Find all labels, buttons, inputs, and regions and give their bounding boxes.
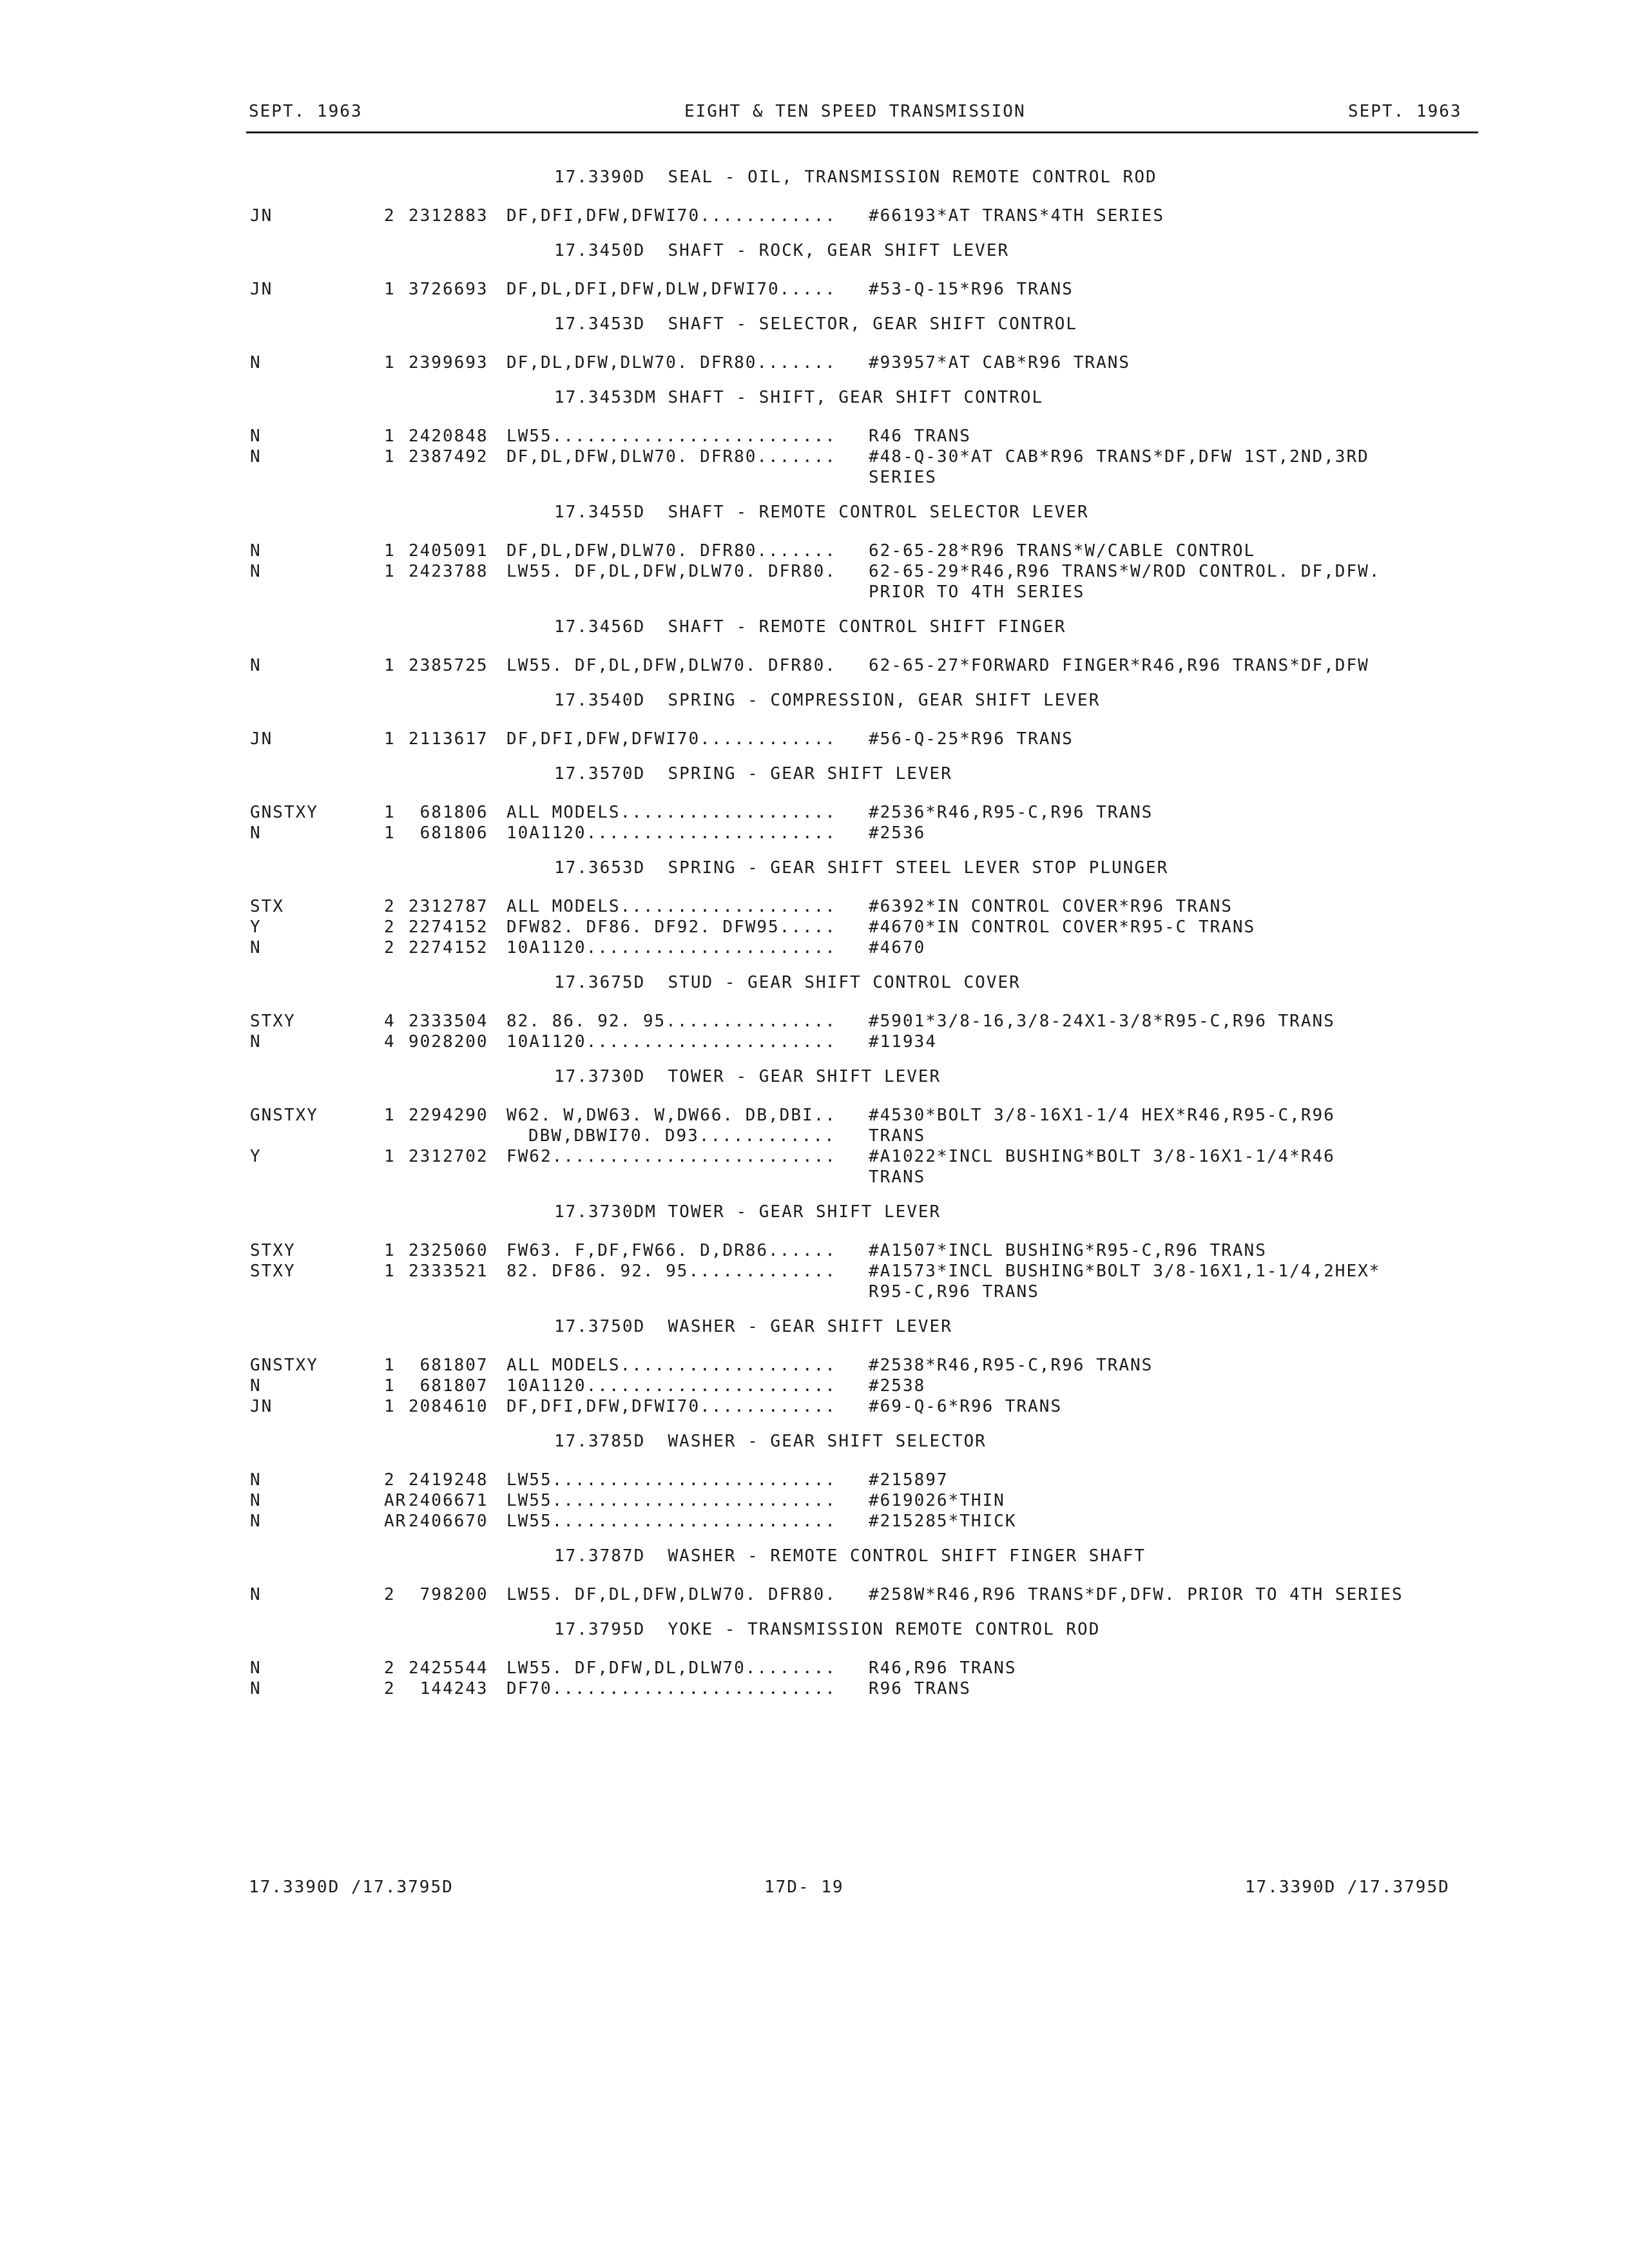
- part-description: #6392*IN CONTROL COVER*R96 TRANS: [869, 897, 1233, 916]
- model-code: GNSTXY: [250, 1106, 318, 1125]
- catalog-section: [0, 1620, 1629, 1700]
- applicable-models: 10A1120......................: [506, 1376, 836, 1396]
- model-code: N: [250, 1491, 262, 1510]
- entry-list: [0, 1012, 1629, 1053]
- part-entry-row: [0, 1147, 1629, 1188]
- catalog-section: [0, 1067, 1629, 1188]
- part-number: 2274152: [409, 938, 488, 957]
- entry-list: [0, 729, 1629, 750]
- applicable-models: 82. 86. 92. 95...............: [506, 1012, 836, 1031]
- part-entry-row: [0, 1679, 1629, 1700]
- quantity: 1: [384, 1147, 396, 1166]
- part-description: R96 TRANS: [869, 1679, 971, 1698]
- applicable-models: DF,DFI,DFW,DFWI70............: [506, 206, 836, 226]
- section-heading: [0, 1317, 1629, 1345]
- part-number: 2385725: [409, 656, 488, 675]
- part-entry-row: [0, 1512, 1629, 1532]
- part-description: #215897: [869, 1470, 949, 1490]
- part-description: #93957*AT CAB*R96 TRANS: [869, 353, 1131, 372]
- quantity: 1: [384, 427, 396, 446]
- quantity: 2: [384, 1585, 396, 1604]
- section-heading-text: 17.3540D SPRING - COMPRESSION, GEAR SHIFT LEVER: [554, 691, 1101, 710]
- applicable-models: 10A1120......................: [506, 1032, 836, 1052]
- part-number: 681806: [409, 803, 488, 822]
- applicable-models: FW62.........................: [506, 1147, 836, 1166]
- section-heading-text: 17.3570D SPRING - GEAR SHIFT LEVER: [554, 764, 952, 783]
- quantity: AR: [384, 1512, 407, 1531]
- part-entry-row: [0, 1012, 1629, 1032]
- quantity: 1: [384, 803, 396, 822]
- section-heading-text: 17.3453D SHAFT - SELECTOR, GEAR SHIFT CONTROL: [554, 314, 1078, 334]
- part-entry-row: [0, 729, 1629, 750]
- part-number: 2312787: [409, 897, 488, 916]
- model-code: N: [250, 1585, 262, 1604]
- part-description: #53-Q-15*R96 TRANS: [869, 280, 1074, 299]
- applicable-models: LW55. DF,DFW,DL,DLW70........: [506, 1658, 836, 1678]
- quantity: 2: [384, 897, 396, 916]
- model-code: N: [250, 823, 262, 843]
- catalog-section: [0, 1546, 1629, 1606]
- quantity: 1: [384, 353, 396, 372]
- entry-list: [0, 897, 1629, 959]
- part-description-continued: SERIES: [869, 468, 937, 487]
- header-date-left: SEPT. 1963: [249, 102, 363, 121]
- section-heading: [0, 241, 1629, 269]
- quantity: 1: [384, 656, 396, 675]
- model-code: GNSTXY: [250, 1356, 318, 1375]
- entry-list: [0, 1585, 1629, 1606]
- applicable-models: LW55. DF,DL,DFW,DLW70. DFR80.: [506, 656, 836, 675]
- part-number: 2420848: [409, 427, 488, 446]
- section-heading-text: 17.3453DM SHAFT - SHIFT, GEAR SHIFT CONTROL: [554, 388, 1044, 407]
- model-code: N: [250, 1470, 262, 1490]
- applicable-models: FW63. F,DF,FW66. D,DR86......: [506, 1241, 836, 1260]
- entry-list: [0, 656, 1629, 677]
- part-entry-row: [0, 206, 1629, 227]
- part-number: 2084610: [409, 1397, 488, 1416]
- model-code: STXY: [250, 1012, 296, 1031]
- part-number: 2399693: [409, 353, 488, 372]
- part-entry-row: [0, 427, 1629, 447]
- applicable-models: LW55.........................: [506, 427, 836, 446]
- header-title: EIGHT & TEN SPEED TRANSMISSION: [684, 102, 1026, 121]
- applicable-models: W62. W,DW63. W,DW66. DB,DBI..: [506, 1106, 836, 1125]
- model-code: N: [250, 1658, 262, 1678]
- model-code: N: [250, 656, 262, 675]
- part-number: 2419248: [409, 1470, 488, 1490]
- applicable-models: 10A1120......................: [506, 938, 836, 957]
- part-entry-row: [0, 1241, 1629, 1262]
- model-code: STXY: [250, 1262, 296, 1281]
- quantity: 1: [384, 1356, 396, 1375]
- part-description: R46 TRANS: [869, 427, 971, 446]
- entry-list: [0, 541, 1629, 603]
- part-description: #2536: [869, 823, 926, 843]
- entry-list: [0, 1658, 1629, 1700]
- part-number: 2325060: [409, 1241, 488, 1260]
- part-entry-row: [0, 280, 1629, 300]
- part-number: 9028200: [409, 1032, 488, 1052]
- part-number: 2423788: [409, 562, 488, 581]
- part-number: 2406671: [409, 1491, 488, 1510]
- model-code: N: [250, 938, 262, 957]
- part-number: 2425544: [409, 1658, 488, 1678]
- section-heading: [0, 503, 1629, 531]
- part-description: #11934: [869, 1032, 937, 1052]
- section-heading: [0, 1546, 1629, 1575]
- model-code: N: [250, 353, 262, 372]
- quantity: 1: [384, 1106, 396, 1125]
- part-number: 2312702: [409, 1147, 488, 1166]
- part-entry-row: [0, 1658, 1629, 1679]
- part-description: #A1022*INCL BUSHING*BOLT 3/8-16X1-1/4*R46: [869, 1147, 1335, 1166]
- part-number: 2333521: [409, 1262, 488, 1281]
- quantity: 2: [384, 1679, 396, 1698]
- catalog-section: [0, 1317, 1629, 1418]
- part-description-continued: R95-C,R96 TRANS: [869, 1282, 1039, 1302]
- part-entry-row: [0, 823, 1629, 844]
- applicable-models: ALL MODELS...................: [506, 803, 836, 822]
- part-description: 62-65-28*R96 TRANS*W/CABLE CONTROL: [869, 541, 1256, 561]
- quantity: 1: [384, 541, 396, 561]
- part-entry-row: [0, 918, 1629, 938]
- part-description: #4670*IN CONTROL COVER*R95-C TRANS: [869, 918, 1256, 937]
- section-heading: [0, 691, 1629, 719]
- quantity: 2: [384, 938, 396, 957]
- quantity: 1: [384, 280, 396, 299]
- applicable-models: LW55. DF,DL,DFW,DLW70. DFR80.: [506, 562, 836, 581]
- part-number: 2312883: [409, 206, 488, 226]
- applicable-models: LW55.........................: [506, 1470, 836, 1490]
- model-code: N: [250, 447, 262, 466]
- applicable-models-continued: DBW,DBWI70. D93............: [528, 1126, 836, 1146]
- section-heading: [0, 1432, 1629, 1460]
- part-description: #56-Q-25*R96 TRANS: [869, 729, 1074, 749]
- part-description: 62-65-27*FORWARD FINGER*R46,R96 TRANS*DF,DFW: [869, 656, 1369, 675]
- quantity: 2: [384, 918, 396, 937]
- catalog-section: [0, 314, 1629, 374]
- part-number: 144243: [409, 1679, 488, 1698]
- section-heading-text: 17.3785D WASHER - GEAR SHIFT SELECTOR: [554, 1432, 987, 1451]
- part-number: 2333504: [409, 1012, 488, 1031]
- section-heading: [0, 764, 1629, 793]
- part-description: #A1507*INCL BUSHING*R95-C,R96 TRANS: [869, 1241, 1267, 1260]
- applicable-models: LW55.........................: [506, 1491, 836, 1510]
- part-entry-row: [0, 1356, 1629, 1376]
- section-heading: [0, 617, 1629, 646]
- footer-range-right: 17.3390D /17.3795D: [1245, 1878, 1450, 1897]
- section-heading: [0, 1620, 1629, 1648]
- part-entry-row: [0, 1470, 1629, 1491]
- part-number: 2405091: [409, 541, 488, 561]
- entry-list: [0, 353, 1629, 374]
- part-number: 2113617: [409, 729, 488, 749]
- part-description: 62-65-29*R46,R96 TRANS*W/ROD CONTROL. DF,DFW.: [869, 562, 1381, 581]
- part-number: 798200: [409, 1585, 488, 1604]
- part-number: 2387492: [409, 447, 488, 466]
- header-rule: [246, 131, 1478, 133]
- section-heading: [0, 388, 1629, 416]
- section-heading-text: 17.3456D SHAFT - REMOTE CONTROL SHIFT FINGER: [554, 617, 1066, 637]
- entry-list: [0, 1356, 1629, 1418]
- section-heading-text: 17.3450D SHAFT - ROCK, GEAR SHIFT LEVER: [554, 241, 1010, 260]
- entry-list: [0, 1106, 1629, 1188]
- applicable-models: DFW82. DF86. DF92. DFW95.....: [506, 918, 836, 937]
- applicable-models: DF,DL,DFW,DLW70. DFR80.......: [506, 541, 836, 561]
- part-description-continued: TRANS: [869, 1168, 926, 1187]
- model-code: Y: [250, 918, 262, 937]
- applicable-models: DF70.........................: [506, 1679, 836, 1698]
- model-code: STX: [250, 897, 284, 916]
- catalog-section: [0, 858, 1629, 959]
- part-number: 3726693: [409, 280, 488, 299]
- part-description: #619026*THIN: [869, 1491, 1005, 1510]
- part-description: #A1573*INCL BUSHING*BOLT 3/8-16X1,1-1/4,2HEX*: [869, 1262, 1381, 1281]
- entry-list: [0, 1470, 1629, 1532]
- model-code: JN: [250, 729, 273, 749]
- section-heading: [0, 314, 1629, 343]
- model-code: N: [250, 541, 262, 561]
- model-code: N: [250, 1032, 262, 1052]
- quantity: 2: [384, 206, 396, 226]
- part-entry-row: [0, 1262, 1629, 1303]
- entry-list: [0, 206, 1629, 227]
- quantity: 2: [384, 1470, 396, 1490]
- entry-list: [0, 280, 1629, 300]
- model-code: N: [250, 562, 262, 581]
- catalog-section: [0, 168, 1629, 227]
- catalog-section: [0, 973, 1629, 1053]
- section-heading: [0, 973, 1629, 1001]
- catalog-section: [0, 1432, 1629, 1532]
- section-heading: [0, 858, 1629, 887]
- entry-list: [0, 803, 1629, 844]
- section-heading-text: 17.3750D WASHER - GEAR SHIFT LEVER: [554, 1317, 952, 1336]
- part-entry-row: [0, 938, 1629, 959]
- model-code: N: [250, 1376, 262, 1396]
- catalog-section: [0, 503, 1629, 603]
- section-heading-text: 17.3675D STUD - GEAR SHIFT CONTROL COVER: [554, 973, 1021, 992]
- part-number: 2274152: [409, 918, 488, 937]
- catalog-section: [0, 617, 1629, 677]
- catalog-section: [0, 691, 1629, 750]
- entry-list: [0, 1241, 1629, 1303]
- part-entry-row: [0, 1106, 1629, 1147]
- catalog-section: [0, 241, 1629, 300]
- applicable-models: DF,DFI,DFW,DFWI70............: [506, 1397, 836, 1416]
- part-entry-row: [0, 353, 1629, 374]
- part-description: #2538: [869, 1376, 926, 1396]
- applicable-models: ALL MODELS...................: [506, 1356, 836, 1375]
- model-code: JN: [250, 280, 273, 299]
- section-heading: [0, 1067, 1629, 1095]
- part-entry-row: [0, 803, 1629, 823]
- part-description: #4670: [869, 938, 926, 957]
- section-heading-text: 17.3730DM TOWER - GEAR SHIFT LEVER: [554, 1202, 941, 1222]
- part-number: 681807: [409, 1356, 488, 1375]
- applicable-models: DF,DL,DFW,DLW70. DFR80.......: [506, 447, 836, 466]
- section-heading: [0, 1202, 1629, 1231]
- header-date-right: SEPT. 1963: [1348, 102, 1462, 121]
- quantity: 1: [384, 447, 396, 466]
- quantity: AR: [384, 1491, 407, 1510]
- catalog-section: [0, 388, 1629, 488]
- quantity: 1: [384, 823, 396, 843]
- applicable-models: DF,DFI,DFW,DFWI70............: [506, 729, 836, 749]
- quantity: 1: [384, 1376, 396, 1396]
- quantity: 4: [384, 1032, 396, 1052]
- entry-list: [0, 427, 1629, 488]
- part-number: 681806: [409, 823, 488, 843]
- part-description: #66193*AT TRANS*4TH SERIES: [869, 206, 1164, 226]
- part-entry-row: [0, 1376, 1629, 1397]
- part-entry-row: [0, 656, 1629, 677]
- part-description: #48-Q-30*AT CAB*R96 TRANS*DF,DFW 1ST,2ND,3RD: [869, 447, 1369, 466]
- quantity: 4: [384, 1012, 396, 1031]
- model-code: JN: [250, 206, 273, 226]
- part-entry-row: [0, 1032, 1629, 1053]
- applicable-models: LW55. DF,DL,DFW,DLW70. DFR80.: [506, 1585, 836, 1604]
- footer-page-number: 17D- 19: [764, 1878, 844, 1897]
- part-description: #2538*R46,R95-C,R96 TRANS: [869, 1356, 1153, 1375]
- part-description: #4530*BOLT 3/8-16X1-1/4 HEX*R46,R95-C,R96: [869, 1106, 1335, 1125]
- part-entry-row: [0, 541, 1629, 562]
- applicable-models: DF,DL,DFW,DLW70. DFR80.......: [506, 353, 836, 372]
- applicable-models: 10A1120......................: [506, 823, 836, 843]
- model-code: N: [250, 1512, 262, 1531]
- section-heading-text: 17.3787D WASHER - REMOTE CONTROL SHIFT FINGER SHAFT: [554, 1546, 1146, 1566]
- quantity: 1: [384, 1262, 396, 1281]
- quantity: 1: [384, 1241, 396, 1260]
- part-number: 2406670: [409, 1512, 488, 1531]
- model-code: GNSTXY: [250, 803, 318, 822]
- catalog-section: [0, 1202, 1629, 1303]
- model-code: N: [250, 1679, 262, 1698]
- part-number: 2294290: [409, 1106, 488, 1125]
- part-description: #2536*R46,R95-C,R96 TRANS: [869, 803, 1153, 822]
- applicable-models: DF,DL,DFI,DFW,DLW,DFWI70.....: [506, 280, 836, 299]
- quantity: 1: [384, 1397, 396, 1416]
- quantity: 2: [384, 1658, 396, 1678]
- footer-range-left: 17.3390D /17.3795D: [249, 1878, 454, 1897]
- part-description: #69-Q-6*R96 TRANS: [869, 1397, 1063, 1416]
- section-heading: [0, 168, 1629, 196]
- section-heading-text: 17.3390D SEAL - OIL, TRANSMISSION REMOTE CONTROL ROD: [554, 168, 1157, 187]
- part-description-continued: TRANS: [869, 1126, 926, 1146]
- catalog-section: [0, 764, 1629, 844]
- part-entry-row: [0, 897, 1629, 918]
- parts-list: [0, 164, 1629, 1714]
- quantity: 1: [384, 562, 396, 581]
- applicable-models: ALL MODELS...................: [506, 897, 836, 916]
- part-entry-row: [0, 1585, 1629, 1606]
- section-heading-text: 17.3653D SPRING - GEAR SHIFT STEEL LEVER STOP PLUNGER: [554, 858, 1169, 878]
- part-description: #215285*THICK: [869, 1512, 1017, 1531]
- model-code: N: [250, 427, 262, 446]
- section-heading-text: 17.3730D TOWER - GEAR SHIFT LEVER: [554, 1067, 941, 1086]
- model-code: Y: [250, 1147, 262, 1166]
- part-description: #5901*3/8-16,3/8-24X1-3/8*R95-C,R96 TRANS: [869, 1012, 1335, 1031]
- part-description: R46,R96 TRANS: [869, 1658, 1017, 1678]
- part-entry-row: [0, 1491, 1629, 1512]
- model-code: STXY: [250, 1241, 296, 1260]
- part-description: #258W*R46,R96 TRANS*DF,DFW. PRIOR TO 4TH SERIES: [869, 1585, 1403, 1604]
- applicable-models: 82. DF86. 92. 95.............: [506, 1262, 836, 1281]
- part-description-continued: PRIOR TO 4TH SERIES: [869, 582, 1085, 602]
- part-entry-row: [0, 562, 1629, 603]
- quantity: 1: [384, 729, 396, 749]
- part-number: 681807: [409, 1376, 488, 1396]
- section-heading-text: 17.3455D SHAFT - REMOTE CONTROL SELECTOR LEVER: [554, 503, 1089, 522]
- model-code: JN: [250, 1397, 273, 1416]
- part-entry-row: [0, 447, 1629, 488]
- part-entry-row: [0, 1397, 1629, 1418]
- applicable-models: LW55.........................: [506, 1512, 836, 1531]
- section-heading-text: 17.3795D YOKE - TRANSMISSION REMOTE CONTROL ROD: [554, 1620, 1101, 1639]
